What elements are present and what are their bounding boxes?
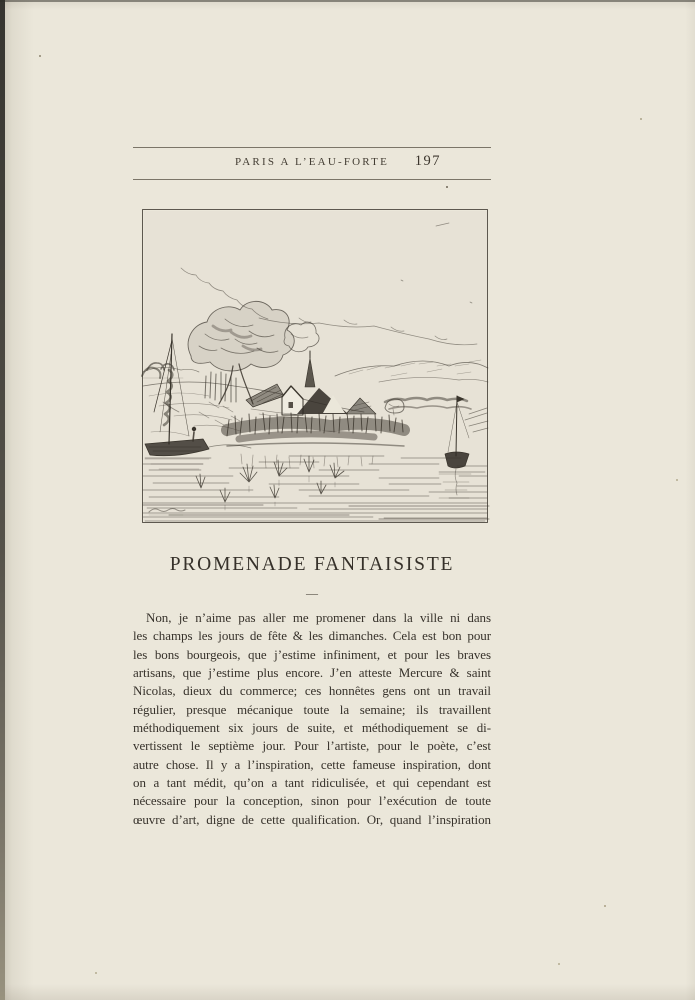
body-text xyxy=(133,609,491,829)
etching-plate xyxy=(139,206,492,525)
body-line: régulier, presque mécanique toute la semaine; ils travaillent xyxy=(133,701,491,717)
paper-speck xyxy=(558,963,560,965)
running-title: PARIS A L’EAU-FORTE xyxy=(234,156,390,168)
paper-speck xyxy=(95,972,97,974)
body-line: œuvre d’art, digne de cette qualification. Or, quand l’inspiration xyxy=(133,811,491,827)
body-line: on a tant médit, qu’on a tant ridiculisée, et qui cependant est xyxy=(133,775,491,791)
paper-speck xyxy=(446,186,448,188)
article-title: PROMENADE FANTAISISTE xyxy=(169,554,455,575)
body-line: nécessaire pour la conception, sinon pour l’exécution de toute xyxy=(133,793,491,809)
body-line: Nicolas, dieux du commerce; ces honnêtes gens ont un travail xyxy=(133,683,491,699)
body-line: les bons bourgeois, que j’estime infiniment, et pour les braves xyxy=(133,646,491,662)
plate-tone xyxy=(144,211,487,521)
body-line: vertissent le septième jour. Pour l’artiste, pour le poète, c’est xyxy=(133,738,491,754)
section-divider: — xyxy=(306,586,318,600)
etching-illustration xyxy=(139,206,492,525)
running-header xyxy=(133,147,491,180)
boatman-figure xyxy=(192,427,196,431)
paper-speck xyxy=(676,479,678,481)
paper-speck xyxy=(640,118,642,120)
body-line: autre chose. Il y a l’inspiration, cette fameuse inspiration, dont xyxy=(133,756,491,772)
body-line: Non, je n’aime pas aller me promener dans la ville ni dans xyxy=(146,610,491,625)
body-line: les champs les jours de fête & les dimanches. Cela est bon pour xyxy=(133,628,491,644)
body-line: artisans, que j’estime plus encore. J’en atteste Mercure & saint xyxy=(133,665,491,681)
body-line: méthodiquement six jours de suite, et méthodiquement se di- xyxy=(133,720,491,736)
paper-speck xyxy=(604,905,606,907)
page-number: 197 xyxy=(414,153,441,169)
scan-edge-left xyxy=(0,0,5,1000)
scan-edge-top xyxy=(0,0,695,2)
paper-speck xyxy=(39,55,41,57)
cottage-window xyxy=(289,402,294,408)
